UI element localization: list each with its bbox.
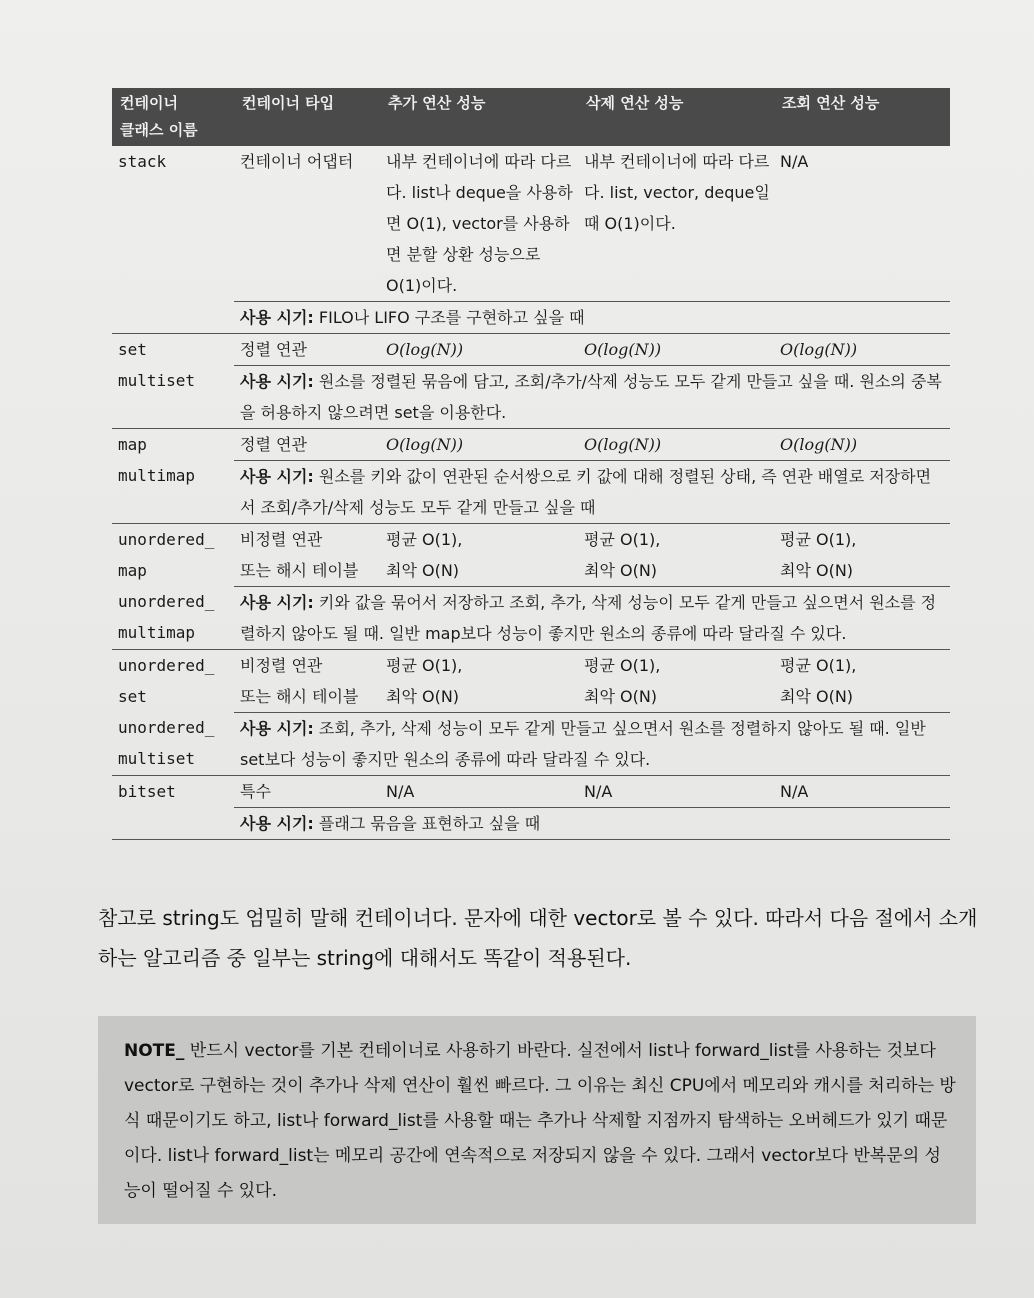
row-usage — [234, 366, 950, 429]
row-type: 특수 — [234, 776, 380, 808]
note-box — [98, 1016, 976, 1224]
row-usage — [234, 713, 950, 776]
table-usage-row — [112, 808, 950, 840]
table-row — [112, 429, 950, 461]
body-paragraph: 참고로 string도 엄밀히 말해 컨테이너다. 문자에 대한 vector로 볼 수 있다. 따라서 다음 절에서 소개하는 알고리즘 중 일부는 string에 대해서도 똑같이 적용된다. — [98, 906, 978, 970]
usage-label: 사용 시기: — [240, 308, 314, 327]
row-delete: O(log(N)) — [578, 429, 774, 461]
table-row — [112, 524, 950, 587]
row-class-name: stack — [112, 146, 234, 334]
usage-label: 사용 시기: — [240, 814, 314, 833]
header-container-type: 컨테이너 타입 — [234, 88, 380, 146]
row-class-name: set multiset — [112, 334, 234, 429]
row-add: N/A — [380, 776, 578, 808]
table-usage-row — [112, 461, 950, 524]
usage-label: 사용 시기: — [240, 593, 314, 612]
table-usage-row — [112, 587, 950, 650]
header-delete-performance: 삭제 연산 성능 — [578, 88, 774, 146]
row-find: N/A — [774, 776, 950, 808]
usage-text: 조회, 추가, 삭제 성능이 모두 같게 만들고 싶으면서 원소를 정렬하지 않아도 될 때. 일반 set보다 성능이 좋지만 원소의 종류에 따라 달라질 수 있다. — [240, 719, 926, 769]
note-text: 반드시 vector를 기본 컨테이너로 사용하기 바란다. 실전에서 list나 forward_list를 사용하는 것보다 vector로 구현하는 것이 추가나 삭제 연산이 훨씬 빠르다. 그 이유는 최신 CPU에서 메모리와 캐시를 처리하는 방식 때문이기도 하고, list나 forward_list를 사용할 때는 추가나 삭제할 지점까지 탐색하는 오버헤드가 있기 때문이다. list나 forward_list는 메모리 공간에 연속적으로 저장되지 않을 수 있다. 그래서 vector보다 반복문의 성능이 떨어질 수 있다. — [124, 1041, 956, 1201]
table-row — [112, 776, 950, 808]
usage-text: 원소를 정렬된 묶음에 담고, 조회/추가/삭제 성능도 모두 같게 만들고 싶을 때. 원소의 중복을 허용하지 않으려면 set을 이용한다. — [240, 372, 942, 422]
usage-label: 사용 시기: — [240, 372, 314, 391]
row-add: 내부 컨테이너에 따라 다르다. list나 deque을 사용하면 O(1), vector를 사용하면 분할 상환 성능으로 O(1)이다. — [380, 146, 578, 302]
table-row — [112, 146, 950, 302]
note-text-block — [124, 1034, 956, 1209]
usage-label: 사용 시기: — [240, 719, 314, 738]
table-row — [112, 334, 950, 366]
row-class-name: unordered_ map unordered_ multimap — [112, 524, 234, 650]
header-find-performance: 조회 연산 성능 — [774, 88, 950, 146]
header-add-performance: 추가 연산 성능 — [380, 88, 578, 146]
usage-text: 원소를 키와 값이 연관된 순서쌍으로 키 값에 대해 정렬된 상태, 즉 연관 배열로 저장하면서 조회/추가/삭제 성능도 모두 같게 만들고 싶을 때 — [240, 467, 932, 517]
table-header — [112, 88, 950, 146]
table-usage-row — [112, 713, 950, 776]
note-label: NOTE_ — [124, 1041, 185, 1061]
row-add: O(log(N)) — [380, 429, 578, 461]
row-find: N/A — [774, 146, 950, 302]
table-row — [112, 650, 950, 713]
usage-text: 키와 값을 묶어서 저장하고 조회, 추가, 삭제 성능이 모두 같게 만들고 싶으면서 원소를 정렬하지 않아도 될 때. 일반 map보다 성능이 좋지만 원소의 종류에 따라 달라질 수 있다. — [240, 593, 937, 643]
row-type: 정렬 연관 — [234, 334, 380, 366]
usage-text: FILO나 LIFO 구조를 구현하고 싶을 때 — [318, 308, 585, 327]
row-type: 비정렬 연관 또는 해시 테이블 — [234, 524, 380, 587]
row-delete: O(log(N)) — [578, 334, 774, 366]
row-find: O(log(N)) — [774, 429, 950, 461]
row-type: 비정렬 연관 또는 해시 테이블 — [234, 650, 380, 713]
row-delete: 내부 컨테이너에 따라 다르다. list, vector, deque일 때 O(1)이다. — [578, 146, 774, 302]
row-usage — [234, 302, 950, 334]
row-class-name: map multimap — [112, 429, 234, 524]
row-delete: 평균 O(1), 최악 O(N) — [578, 650, 774, 713]
row-type: 정렬 연관 — [234, 429, 380, 461]
row-delete: N/A — [578, 776, 774, 808]
row-class-name: bitset — [112, 776, 234, 840]
header-class-name: 컨테이너 클래스 이름 — [112, 88, 234, 146]
row-class-name: unordered_ set unordered_ multiset — [112, 650, 234, 776]
row-usage — [234, 808, 950, 840]
container-comparison-table — [112, 88, 950, 840]
usage-label: 사용 시기: — [240, 467, 314, 486]
row-find: O(log(N)) — [774, 334, 950, 366]
row-find: 평균 O(1), 최악 O(N) — [774, 650, 950, 713]
row-type: 컨테이너 어댑터 — [234, 146, 380, 302]
row-usage — [234, 587, 950, 650]
table-usage-row — [112, 366, 950, 429]
table-usage-row — [112, 302, 950, 334]
row-find: 평균 O(1), 최악 O(N) — [774, 524, 950, 587]
row-usage — [234, 461, 950, 524]
row-delete: 평균 O(1), 최악 O(N) — [578, 524, 774, 587]
usage-text: 플래그 묶음을 표현하고 싶을 때 — [318, 814, 541, 833]
row-add: 평균 O(1), 최악 O(N) — [380, 524, 578, 587]
row-add: 평균 O(1), 최악 O(N) — [380, 650, 578, 713]
row-add: O(log(N)) — [380, 334, 578, 366]
